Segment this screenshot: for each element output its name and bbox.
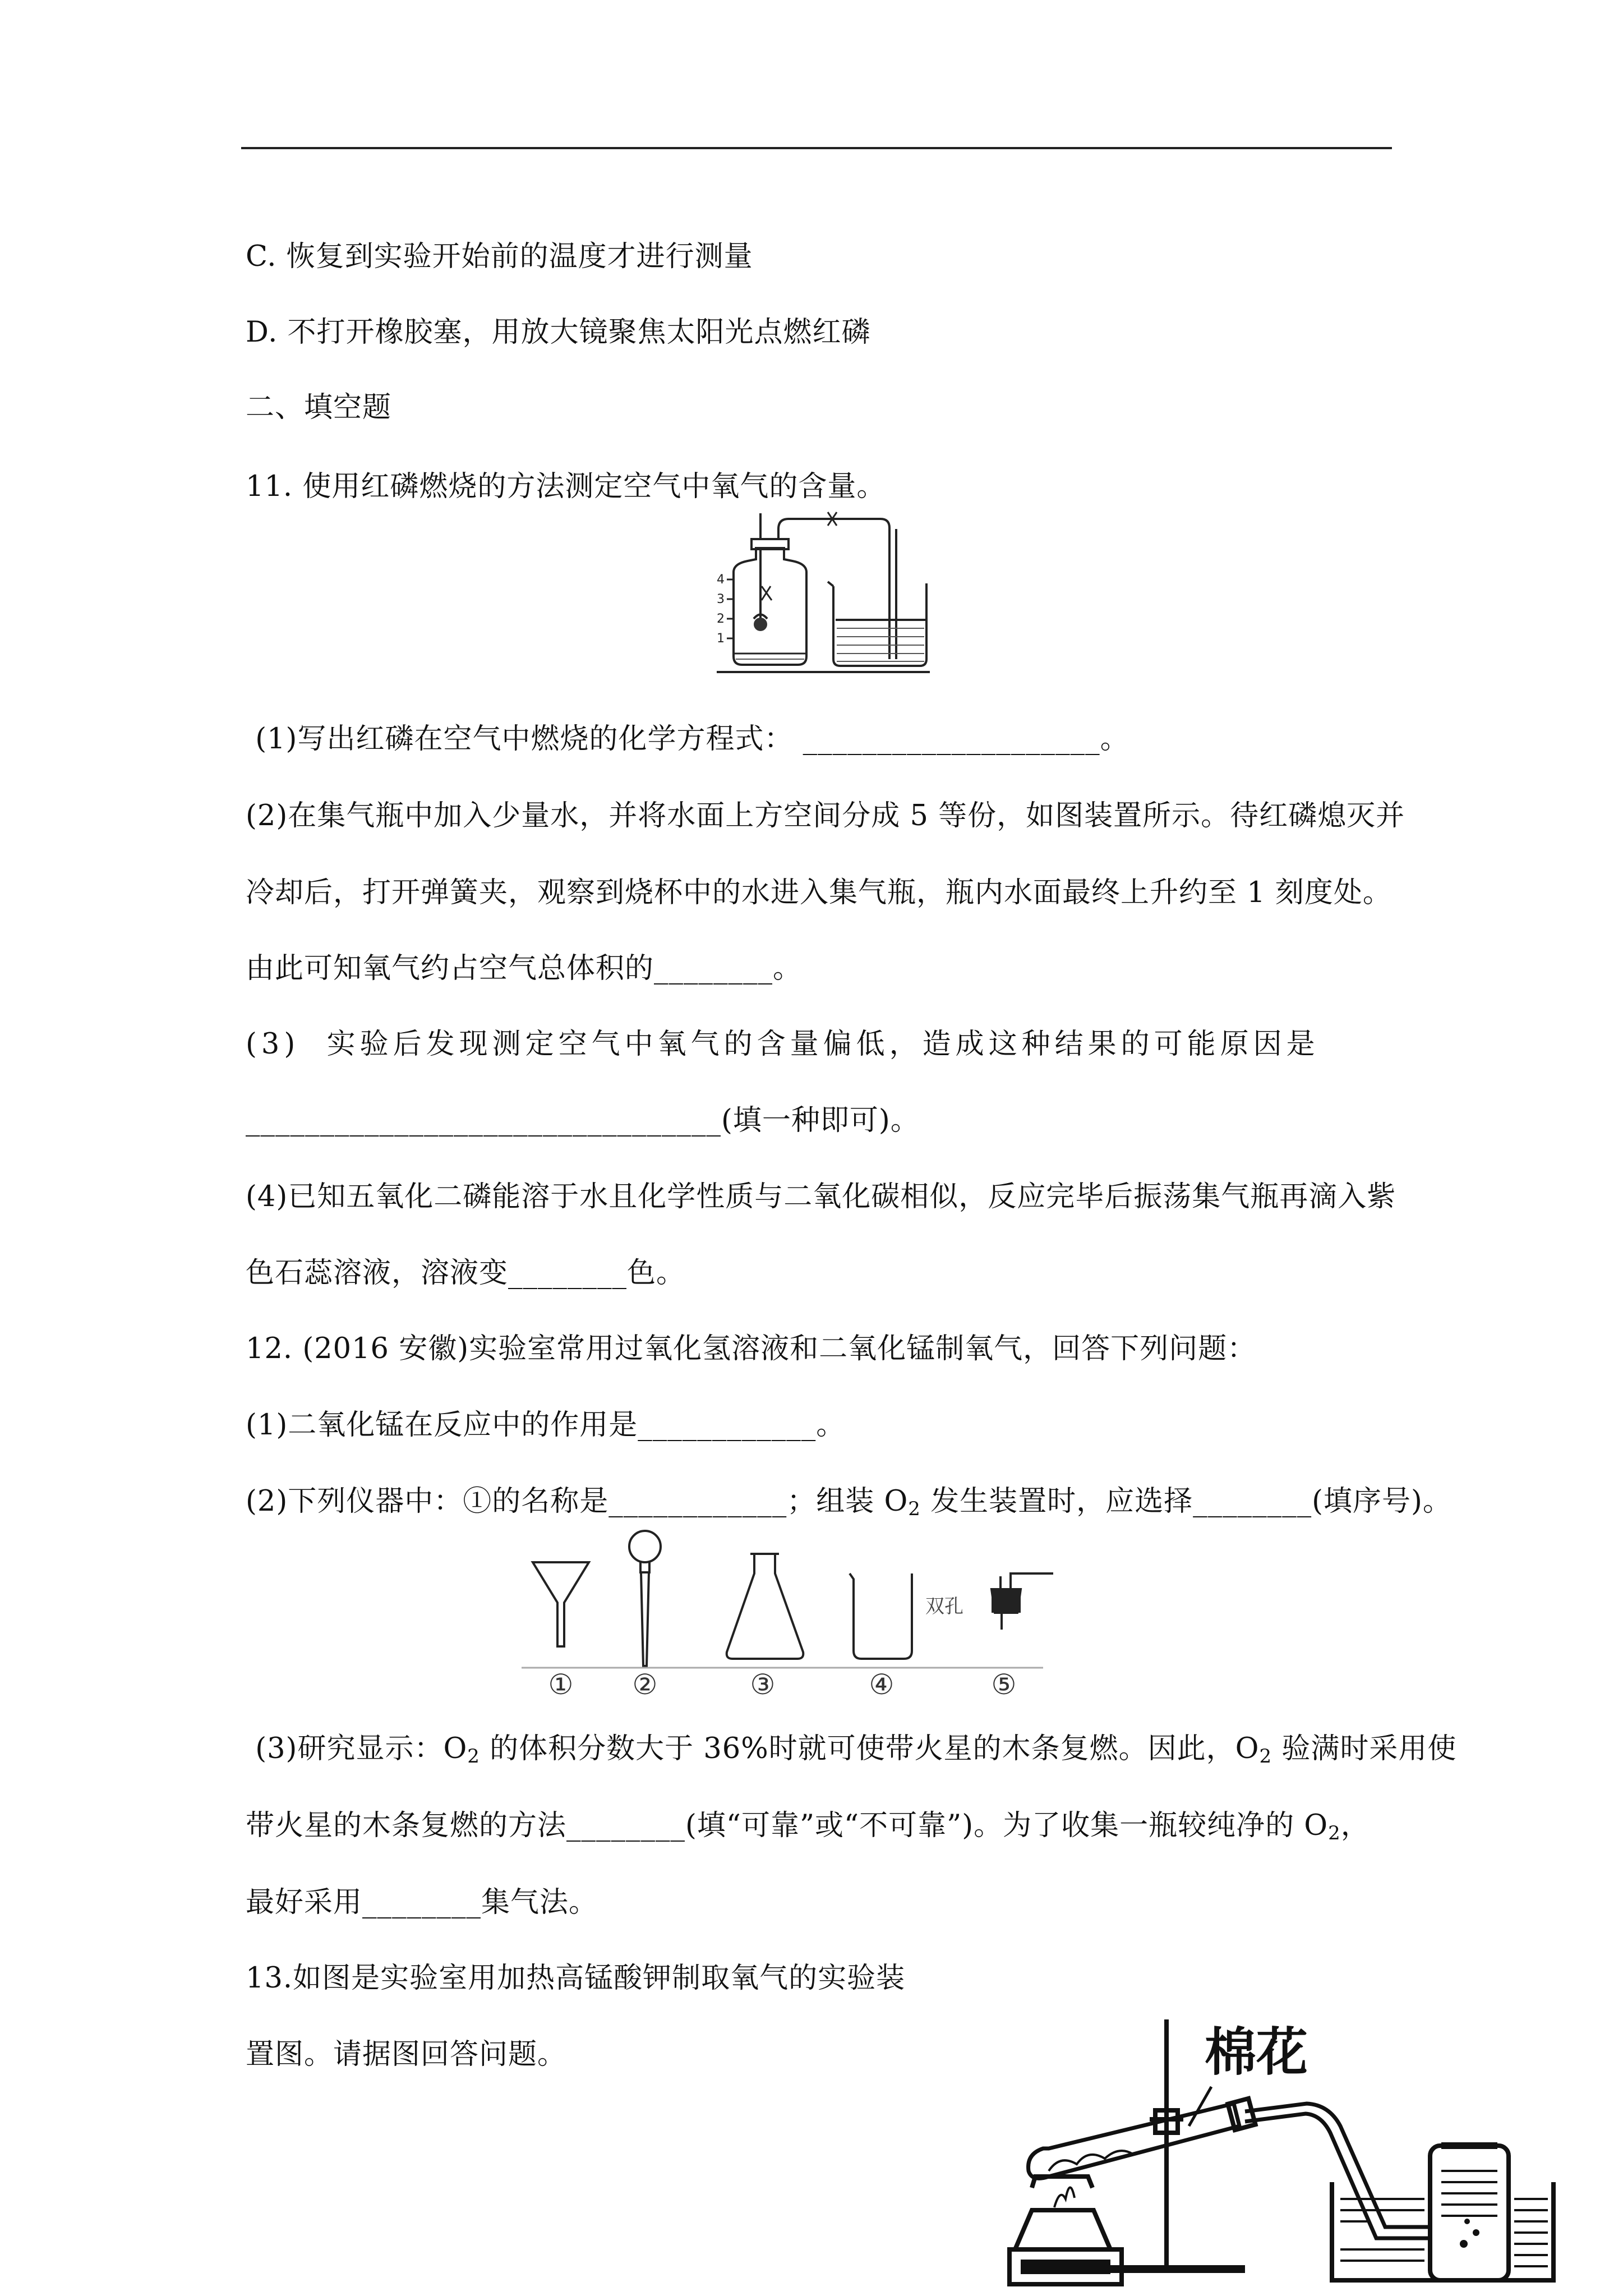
question-11-part-1: (1)写出红磷在空气中燃烧的化学方程式： ____________________。 (246, 723, 1129, 756)
question-12-part-3-line-3: 最好采用________集气法。 (246, 1886, 598, 1919)
lab-instruments-figure (482, 1512, 1110, 1703)
question-11-part-2-line-1: (2)在集气瓶中加入少量水，并将水面上方空间分成 5 等份，如图装置所示。待红磷熄灭并 (246, 799, 1405, 832)
instrument-number-5: ⑤ (991, 1668, 1017, 1701)
scale-mark-1: 1 (717, 632, 725, 646)
question-12-part-3-line-1: (3)研究显示：$O_2$ 的体积分数大于 36%时就可使带火星的木条复燃。因此，$O_2$ 验满时采用使 (246, 1732, 1457, 1768)
two-hole-stopper-label: 双孔 (925, 1595, 963, 1618)
question-11-part-2-line-3: 由此可知氧气约占空气总体积的________。 (246, 952, 803, 985)
question-13-line-1: 13.如图是实验室用加热高锰酸钾制取氧气的实验装 (246, 1962, 906, 1995)
instrument-number-1: ① (548, 1668, 574, 1701)
option-d: D. 不打开橡胶塞，用放大镜聚焦太阳光点燃红磷 (246, 316, 871, 349)
scale-mark-2: 2 (717, 612, 725, 626)
question-11-part-2-line-2: 冷却后，打开弹簧夹，观察到烧杯中的水进入集气瓶，瓶内水面最终上升约至 1 刻度处。 (246, 876, 1392, 909)
scale-mark-3: 3 (717, 592, 725, 606)
section-title: 二、填空题 (246, 391, 392, 424)
question-12-title: 12. (2016 安徽)实验室常用过氧化氢溶液和二氧化锰制氧气，回答下列问题： (246, 1332, 1257, 1365)
question-11-part-3-line-2: ________________________________(填一种即可)。 (246, 1104, 920, 1137)
instrument-number-3: ③ (750, 1668, 776, 1701)
scale-mark-4: 4 (717, 573, 725, 587)
potassium-permanganate-heating-apparatus-figure (1004, 1986, 1598, 2289)
question-12-part-1: (1)二氧化锰在反应中的作用是____________。 (246, 1409, 846, 1442)
question-12-part-3-line-2: 带火星的木条复燃的方法________(填“可靠”或“不可靠”)。为了收集一瓶较纯净的 $O_2$， (246, 1809, 1370, 1844)
instrument-number-2: ② (632, 1668, 658, 1701)
question-11-part-4-line-2: 色石蕊溶液，溶液变________色。 (246, 1257, 686, 1290)
question-11-part-3-line-1: (3) 实验后发现测定空气中氧气的含量偏低，造成这种结果的可能原因是 (246, 1028, 1320, 1061)
instrument-number-4: ④ (869, 1668, 895, 1701)
option-c: C. 恢复到实验开始前的温度才进行测量 (246, 240, 753, 273)
question-11-title: 11. 使用红磷燃烧的方法测定空气中氧气的含量。 (246, 470, 886, 503)
header-rule (241, 147, 1392, 149)
question-11-part-4-line-1: (4)已知五氧化二磷能溶于水且化学性质与二氧化碳相似，反应完毕后振荡集气瓶再滴入紫 (246, 1180, 1396, 1213)
question-13-line-2: 置图。请据图回答问题。 (246, 2038, 567, 2071)
oxygen-measurement-apparatus-figure (700, 508, 935, 676)
cotton-label: 棉花 (1205, 2022, 1308, 2082)
question-12-part-2: (2)下列仪器中：①的名称是____________；组装 $O_2$ 发生装置时，应选择________(填序号)。 (246, 1485, 1452, 1520)
